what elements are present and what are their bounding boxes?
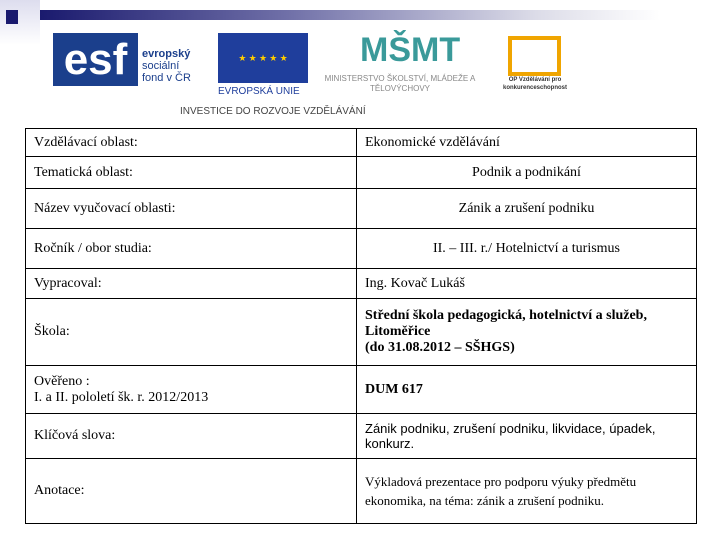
eu-stars-icon: ★ ★ ★ ★ ★ [238, 53, 288, 63]
row-label: Tematická oblast: [26, 157, 357, 189]
row-value: Ekonomické vzdělávání [357, 129, 697, 157]
row-value: Podnik a podnikání [357, 157, 697, 189]
table-row [26, 189, 697, 229]
eu-flag-logo [218, 33, 308, 83]
msmt-text: MINISTERSTVO ŠKOLSTVÍ, MLÁDEŽE A TĚLOVÝCHOVY [324, 74, 476, 93]
table-row [26, 366, 697, 414]
row-value: DUM 617 [357, 366, 697, 414]
corner-square [6, 10, 18, 24]
table-row [26, 129, 697, 157]
row-value: Výkladová prezentace pro podporu výuky předmětu ekonomika, na téma: zánik a zrušení podniku. [357, 459, 697, 524]
row-value: Ing. Kovač Lukáš [357, 269, 697, 299]
op-logo [508, 36, 561, 76]
eu-text: EVROPSKÁ UNIE [218, 86, 300, 97]
header-gradient-bar [40, 10, 660, 20]
row-value: Střední škola pedagogická, hotelnictví a služeb, Litoměřice (do 31.08.2012 – SŠHGS) [357, 299, 697, 366]
info-table [25, 128, 697, 524]
row-label: Škola: [26, 299, 357, 366]
investice-text: INVESTICE DO ROZVOJE VZDĚLÁVÁNÍ [180, 106, 366, 117]
row-label: Vypracoval: [26, 269, 357, 299]
esf-logo: esf [53, 33, 138, 86]
row-value: II. – III. r./ Hotelnictví a turismus [357, 229, 697, 269]
table-row [26, 414, 697, 459]
row-label: Ročník / obor studia: [26, 229, 357, 269]
row-value: Zánik podniku, zrušení podniku, likvidace, úpadek, konkurz. [357, 414, 697, 459]
table-row [26, 229, 697, 269]
row-label: Ověřeno : I. a II. pololetí šk. r. 2012/2013 [26, 366, 357, 414]
msmt-logo: MŠMT [360, 31, 461, 69]
op-text: OP Vzdělávání pro konkurenceschopnost [502, 77, 567, 91]
esf-text: evropský sociální fond v ČR [142, 48, 191, 84]
row-label: Klíčová slova: [26, 414, 357, 459]
row-value: Zánik a zrušení podniku [357, 189, 697, 229]
row-label: Název vyučovací oblasti: [26, 189, 357, 229]
table-row [26, 269, 697, 299]
table-row [26, 459, 697, 524]
logo-banner [40, 30, 690, 122]
row-label: Anotace: [26, 459, 357, 524]
row-label: Vzdělávací oblast: [26, 129, 357, 157]
table-row [26, 157, 697, 189]
table-row [26, 299, 697, 366]
